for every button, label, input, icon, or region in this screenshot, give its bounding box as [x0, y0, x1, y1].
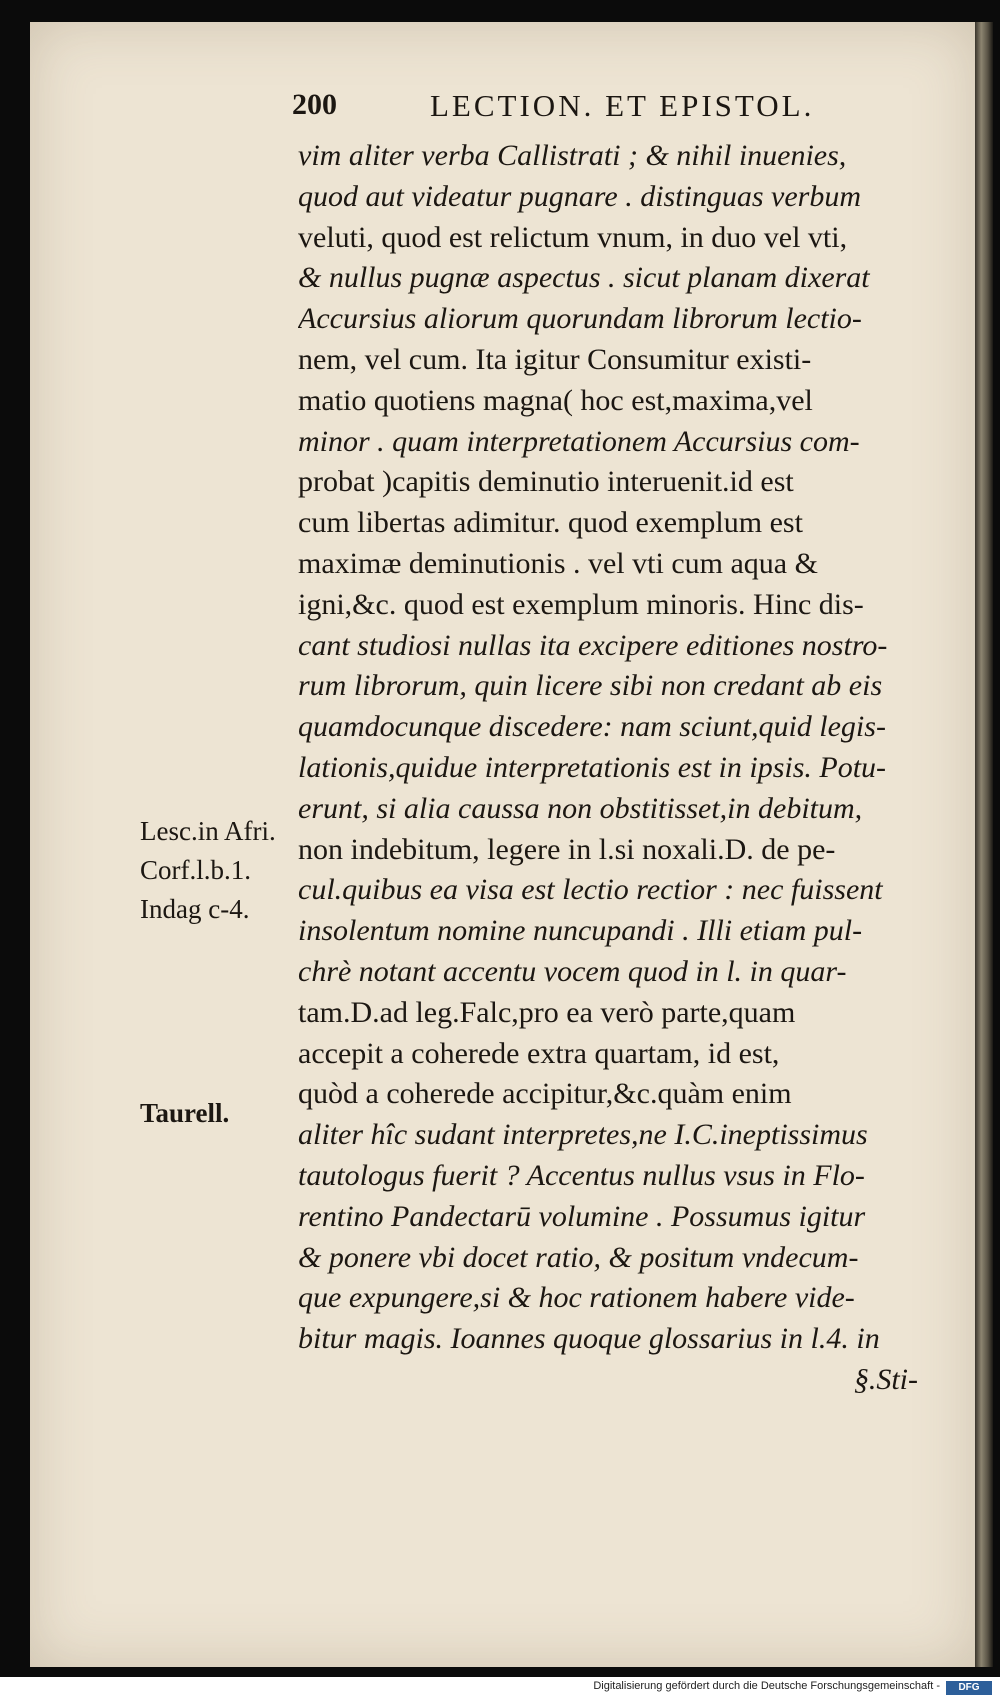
text-line: nem, vel cum. Ita igitur Consumitur existi- — [298, 342, 812, 376]
marginal-note: Lesc.in Afri. — [140, 816, 276, 846]
text-line: bitur magis. Ioannes quoque glossarius in l.4. in — [298, 1322, 880, 1356]
text-line: aliter hîc sudant interpretes,ne I.C.ineptissimus — [298, 1118, 868, 1152]
marginal-note: Taurell. — [140, 1098, 230, 1128]
marginal-note: Corf.l.b.1. — [140, 855, 251, 885]
text-line: Accursius aliorum quorundam librorum lectio- — [298, 302, 862, 336]
text-line: cul.quibus ea visa est lectio rectior : nec fuissent — [298, 873, 883, 907]
main-text-block — [298, 136, 958, 1401]
text-line: veluti, quod est relictum vnum, in duo vel vti, — [298, 220, 848, 254]
dfg-logo-icon: DFG — [946, 1681, 992, 1695]
text-line: que expungere,si & hoc rationem habere vide- — [298, 1281, 855, 1315]
text-line: tam.D.ad leg.Falc,pro ea verò parte,quam — [298, 995, 796, 1029]
text-line: lationis,quidue interpretationis est in ipsis. Potu- — [298, 750, 887, 784]
running-head — [292, 88, 912, 128]
text-line: cum libertas adimitur. quod exemplum est — [298, 506, 803, 540]
text-line: quod aut videatur pugnare . distinguas verbum — [298, 179, 862, 213]
text-line: tautologus fuerit ? Accentus nullus vsus in Flo- — [298, 1158, 865, 1192]
text-line: & nullus pugnæ aspectus . sicut planam dixerat — [298, 261, 870, 295]
footer-bar — [0, 1677, 1000, 1699]
text-line: accepit a coherede extra quartam, id est, — [298, 1036, 780, 1070]
running-title: LECTION. ET EPISTOL. — [430, 88, 815, 123]
text-line: vim aliter verba Callistrati ; & nihil inuenies, — [298, 139, 847, 172]
text-line: rum librorum, quin licere sibi non credant ab eis — [298, 669, 883, 703]
text-line: quòd a coherede accipitur,&c.quàm enim — [298, 1077, 792, 1111]
text-line: non indebitum, legere in l.si noxali.D. de pe- — [298, 832, 836, 866]
marginal-note: Indag c-4. — [140, 894, 250, 924]
text-line: insolentum nomine nuncupandi . Illi etiam pul- — [298, 914, 863, 948]
text-line: chrè notant accentu vocem quod in l. in quar- — [298, 954, 847, 988]
text-line: probat )capitis deminutio interuenit.id est — [298, 465, 794, 499]
page-edge — [975, 22, 993, 1667]
text-line: minor . quam interpretationem Accursius com- — [298, 424, 860, 458]
funding-credit: Digitalisierung gefördert durch die Deutsche Forschungsgemeinschaft - — [593, 1680, 940, 1692]
text-line: cant studiosi nullas ita excipere editiones nostro- — [298, 628, 888, 662]
text-line: matio quotiens magna( hoc est,maxima,vel — [298, 383, 813, 417]
text-line: rentino Pandectarū volumine . Possumus igitur — [298, 1199, 866, 1233]
text-line: erunt, si alia caussa non obstitisset,in debitum, — [298, 791, 863, 825]
text-line: quamdocunque discedere: nam sciunt,quid legis- — [298, 710, 886, 744]
text-line: maximæ deminutionis . vel vti cum aqua & — [298, 546, 818, 580]
catchword: §.Sti- — [853, 1362, 918, 1396]
text-line: igni,&c. quod est exemplum minoris. Hinc dis- — [298, 587, 864, 621]
page-number: 200 — [292, 88, 337, 121]
text-line: & ponere vbi docet ratio, & positum vndecum- — [298, 1240, 859, 1274]
